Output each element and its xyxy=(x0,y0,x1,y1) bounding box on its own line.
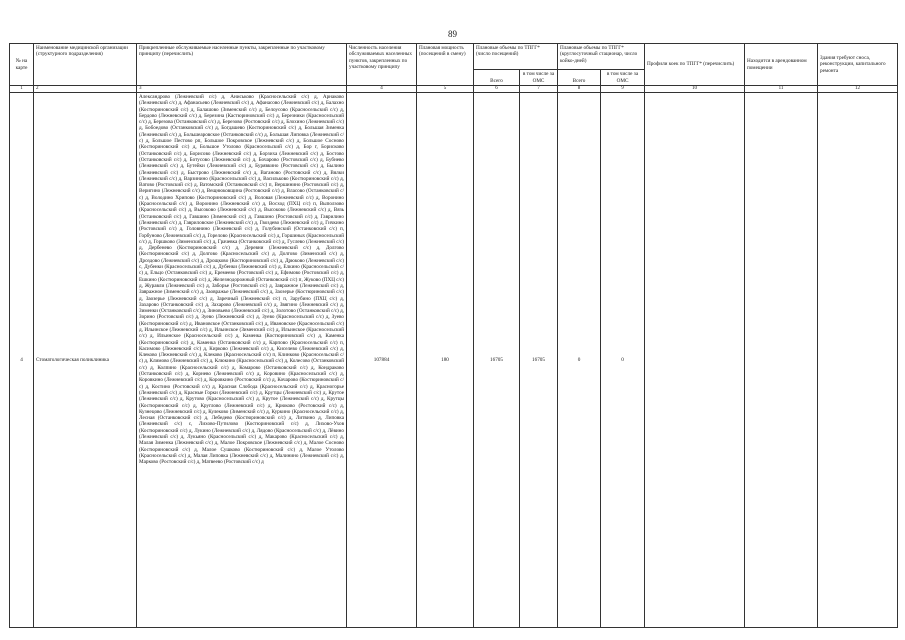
header-territory: Находится в арендованном помещении xyxy=(745,44,818,86)
header-row xyxy=(10,44,898,70)
header-volume2-oms: в том числе за ОМС xyxy=(601,70,645,86)
row-population: 107884 xyxy=(347,93,417,628)
col-number: 2 xyxy=(34,86,137,93)
col-number: 1 xyxy=(10,86,34,93)
row-volume-oms: 16705 xyxy=(520,93,558,628)
header-plan-volume2: Плановые объемы по ТПГГ* (круглосуточный стационар, число койко-дней) xyxy=(558,44,645,70)
header-places: Прикрепленные обслуживаемые населенные пункты, закрепленные по участковому принципу (перечислить) xyxy=(137,44,347,86)
header-volume-total: Всего xyxy=(474,70,520,86)
col-number: 10 xyxy=(645,86,745,93)
header-capacity: Плановая мощность (посещений в смену) xyxy=(417,44,474,86)
header-plan-volume: Плановые объемы по ТПГГ* (число посещений) xyxy=(474,44,558,70)
header-profiles: Профили коек по ТПГГ* (перечислить) xyxy=(645,44,745,86)
header-volume2-total: Всего xyxy=(558,70,601,86)
col-number: 4 xyxy=(347,86,417,93)
col-number: 6 xyxy=(474,86,520,93)
row-volume2-total: 0 xyxy=(558,93,601,628)
col-number: 9 xyxy=(601,86,645,93)
table-row xyxy=(10,93,898,628)
row-territory xyxy=(745,93,818,628)
col-number: 11 xyxy=(745,86,818,93)
header-no: № на карте xyxy=(10,44,34,86)
header-volume-oms: в том числе за ОМС xyxy=(520,70,558,86)
col-number: 3 xyxy=(137,86,347,93)
col-number: 8 xyxy=(558,86,601,93)
page-number: 89 xyxy=(448,29,457,39)
row-capacity: 180 xyxy=(417,93,474,628)
row-volume-total: 16705 xyxy=(474,93,520,628)
row-org: Стоматологическая поликлиника xyxy=(34,93,137,628)
facilities-table xyxy=(9,43,898,628)
header-repair: Здания требуют сноса, реконструкции, капитального ремонта xyxy=(818,44,898,86)
row-no: 4 xyxy=(10,93,34,628)
row-profiles xyxy=(645,93,745,628)
col-number: 12 xyxy=(818,86,898,93)
header-population: Численность населения обслуживаемых населенных пунктов, закрепленных по участковому принципу xyxy=(347,44,417,86)
col-number: 7 xyxy=(520,86,558,93)
row-places: Александрово (Лежневский с/с) д, Аниськово (Красносельский с/с) д, Арнаково (Лежневский с/с) д, Афанасьево (Лежневский с/с) д, Афанасово (Лежневский с/с) д, Балахно (Костюриновский с/с) д, Балашово (Зименский с/с) д, Белоусово (Красносельский с/с) д, Бердово (Лежневский с/с) д, Березина (Кастюриновский с/с) д, Березники (Красносельский с/с) д, Березова (Останковский с/с) д, Березово (Ростовский с/с) д, Блохино (Лежневский с/с) д, Бобоедово (Останковский с/с) д, Богдашево (Костюриновский с/с) д, Большая Зименка (Лежневский с/с) д, Большеаровское (Останковский с/с) д, Большая Липовка (Лежневский с/с) д, Большое Пестово рп, Большое Покровское (Лежневский с/с) д, Большое Сосново (Костюриновский с/с) д, Большое Утолово (Красносельский с/с) д, Бор г, Борисково (Останковский с/с) д, Борисово (Лежневский с/с) д, Борзиха (Лежневский с/с) д, Бостово (Останковский с/с) д, Ботусово (Лежневский с/с) д, Бочарово (Ростовский с/с) д, Бубнево (Лежневский с/с) д, Бутейки (Лежневский с/с) д, Бурявкино (Ростовский с/с) д, Былино (Лежневский с/с) д, Быстрово (Лежневский с/с) д, Ваганово (Ростовский с/с) д, Вялки (Лежневский с/с) д, Варзинино (Красносельский с/с) д, Васильково (Костюриновский с/с) д, Ватово (Ростовский с/с) д, Ватомский (Останковский с/с) п, Вершинино (Ростовский с/с) д, Веригино (Лежневский с/с) д, Вещнюковщина (Ростовский с/с) д, Власово (Останковский с/с) д, Володино Хрипово (Костюриновский с/с) д, Воловая (Лежневский с/с) д, Воронино (Красносельский с/с) д, Воронино (Лежневский с/с) д, Восход (ПХЦ с/с) п, Выползово (Красносельский с/с) д, Высоково (Лежневский с/с) д, Высоково (Лежневский с/с) д, Вязь (Останковский с/с) д, Гавшино (Зименский с/с) д, Гавшино (Ростовский с/с) д, Гаврилино (Лежневский с/с) д, Гавриловское (Лежневский с/с) д, Гвоздево (Лежневский с/с) д, Гичкино (Ростовский с/с) д, Головнино (Лежневский с/с) д, Голубинский (Останковский с/с) п, Горбуново (Лежневский с/с) д, Горелово (Красносельский с/с) д, Горшиных (Красносельский с/с) д, Горшково (Зименский с/с) д, Грачевка (Останковский с/с) д, Гуслево (Лежневский с/с) д, Дербенево (Костюриновский с/с) д, Деревни (Лежневский с/с) д, Долгово (Костюриновский с/с) д, Долгово (Красносельский с/с) д, Долгово (Зименский с/с) д, Дроздово (Лежневский с/с) д, Дрощково (Костюриновский с/с) д, Дрюково (Лежневский с/с) с, Дубенки (Красносельский с/с) д, Дубенки (Лежневский с/с) д, Елкино (Красносельский с/с) д, Ельцо (Останковский с/с) д, Еремеево (Ростовский с/с) д, Ефимово (Ростовский с/с) д, Ешкино (Костюриновский с/с) д, Железнодорожный (Останковский с/с) п, Жуково (ПХЦ с/с) д, Журавли (Лежневский с/с) д, Заборье (Ростовский с/с) д, Завражное (Лежневский с/с) д, Завражное (Зименский с/с) д, Заовражье (Лежневский с/с) д, Заозерье (Костюриновский с/с) д, Заозерье (Лежневский с/с) д, Заречный (Лежневский с/с) п, Зарубино (ПХЦ с/с) д, Захарово (Останковский с/с) д, Захарово (Лежневский с/с) д, Звягино (Лежневский с/с) д, Зименки (Останковский с/с) д, Зиновьево (Лежневский с/с) д, Золотово (Останковский с/с) д, Зорино (Ростовский с/с) д, Зуево (Лежневский с/с) д, Зуево (Красносельский с/с) д, Зуево (Костюриновский с/с) д, Ивановское (Останковский с/с) д, Ивановское (Красносельский с/с) д, Ильинское (Лежневский с/с) д, Ильинское (Зименский с/с) д, Ильинское (Красносельский с/с) д, Ильинское (Красносельский с/с) д, Каменка (Костюриновский с/с) д, Каменка (Костюриновский с/с) д, Каменка (Останковский с/с) д, Карпово (Красносельский с/с) п, Касимово (Лежневский с/с) д, Кирково (Лежневский с/с) д, Киселево (Лежневский с/с) д, Клеково (Лежневский с/с) д, Клеково (Красносельский с/с) п, Клинково (Красносельский с/с) д, Климово (Лежневский с/с) д, Клюкино (Красносельский с/с) д, Колесово (Останковский с/с) д, Колпино (Красносельский с/с) д, Комарово (Останковский с/с) д, Кондраково (Останковский с/с) д, Корнево (Лежневский с/с) д, Коровино (Красносельский с/с) д, Коровкино (Лежневский с/с) д, Коровкино (Ростовский с/с) д, Кочарово (Костюриновский с/с) д, Костино (Ростовский с/с) д, Красная Слобода (Красносельский с/с) д, Красногорье (Лежневский с/с) д, Красные Горки (Лежневский с/с) д, Крутцы (Лежневский с/с) д, Крутое (Лежневский с/с) д, Крутово (Красносельский с/с) д, Крутое (Лежневский с/с) д, Крутцы (Костюриновский с/с) д, Круглово (Лежневский с/с) д, Крюково (Ростовский с/с) д, Кузнецово (Лежневский с/с) д, Кулеково (Зименский с/с) д, Куркино (Красносельский с/с) д, Лесная (Останковский с/с) д, Лебедево (Костюриновский с/с) д, Литвино д, Липовка (Лежневский с/с) с, Лихово-Путилово (Костюриновский с/с) д, Лихово-Ухов (Костюриновский с/с) д, Лукино (Лежневский с/с) д, Лядово (Красносельский с/с) д, Лёвино (Лежневский с/с) д, Лукьяно (Красносельский с/с) д, Макарово (Красносельский с/с) д, Малая Зименка (Лежневский с/с) д, Малое Покровское (Лежневский с/с) д, Малое Сосново (Костюриновский с/с) д, Малое Сушково (Костюриновский с/с) д, Малое Утолово (Красносельский с/с) д, Малая Липовка (Лежневский с/с) д, Малинино (Лежневский с/с) д, Марково (Ростовский с/с) д, Матвеево (Ростовский с/с) д xyxy=(137,93,347,628)
header-org: Наименование медицинской организации (структурного подразделения) xyxy=(34,44,137,86)
row-repair xyxy=(818,93,898,628)
column-number-row xyxy=(10,86,898,93)
col-number: 5 xyxy=(417,86,474,93)
row-volume2-oms: 0 xyxy=(601,93,645,628)
